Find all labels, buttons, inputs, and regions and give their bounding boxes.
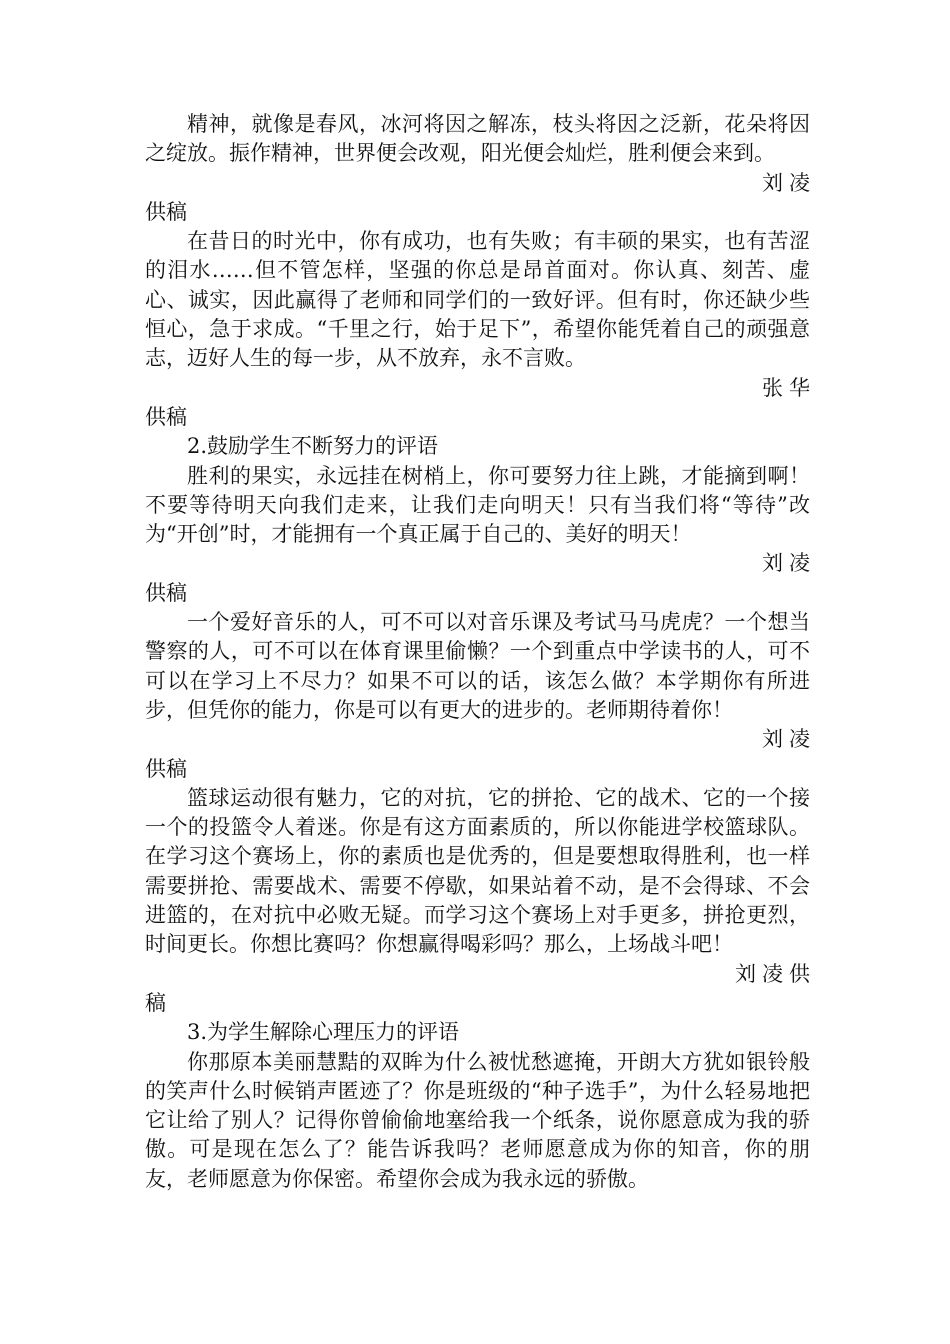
- comment-text: 一个爱好音乐的人，可不可以对音乐课及考试马马虎虎？一个想当警察的人，可不可以在体育课里偷懒？一个到重点中学读书的人，可不可以在学习上不尽力？如果不可以的话，该怎么做？本学期你有所进步，但凭你的能力，你是可以有更大的进步的。老师期待着你！: [145, 610, 810, 722]
- document-page: [145, 110, 816, 1194]
- comment-signature: 刘凌: [762, 551, 816, 576]
- comment-block-5: [145, 784, 816, 1018]
- section-3-heading: 3.为学生解除心理压力的评语: [187, 1020, 460, 1045]
- comment-credit: 供稿: [145, 756, 187, 781]
- comment-text: 篮球运动很有魅力，它的对抗，它的拼抢、它的战术、它的一个接一个的投篮令人着迷。你是有这方面素质的，所以你能进学校篮球队。在学习这个赛场上，你的素质也是优秀的，但是要想取得胜利，也一样需要拼抢、需要战术、需要不停歇，如果站着不动，是不会得球、不会进篮的，在对抗中必败无疑。而学习这个赛场上对手更多，拼抢更烈，时间更长。你想比赛吗？你想赢得喝彩吗？那么，上场战斗吧！: [145, 785, 810, 957]
- comment-text: 胜利的果实，永远挂在树梢上，你可要努力往上跳，才能摘到啊！不要等待明天向我们走来，让我们走向明天！只有当我们将“等待”改为“开创”时，才能拥有一个真正属于自己的、美好的明天！: [145, 463, 810, 547]
- comment-block-4: [145, 608, 816, 784]
- comment-text: 你那原本美丽慧黠的双眸为什么被忧愁遮掩，开朗大方犹如银铃般的笑声什么时候销声匿迹了？你是班级的“种子选手”，为什么轻易地把它让给了别人？记得你曾偷偷地塞给我一个纸条，说你愿意成为我的骄傲。可是现在怎么了？能告诉我吗？老师愿意成为你的知音，你的朋友，老师愿意为你保密。希望你会成为我永远的骄傲。: [145, 1049, 810, 1191]
- comment-block-3: [145, 462, 816, 608]
- comment-signature: 张华: [762, 375, 816, 400]
- comment-signature: 刘凌: [762, 727, 816, 752]
- section-2-heading: 2.鼓励学生不断努力的评语: [187, 434, 439, 459]
- comment-text: 在昔日的时光中，你有成功，也有失败；有丰硕的果实，也有苦涩的泪水……但不管怎样，坚强的你总是昂首面对。你认真、刻苦、虚心、诚实，因此赢得了老师和同学们的一致好评。但有时，你还缺少些恒心，急于求成。“千里之行，始于足下”，希望你能凭着自己的顽强意志，迈好人生的每一步，从不放弃，永不言败。: [145, 229, 810, 371]
- comment-block-1: [145, 110, 816, 227]
- comment-block-2: [145, 227, 816, 432]
- comment-credit: 供稿: [145, 580, 187, 605]
- comment-signature: 刘凌: [762, 170, 816, 195]
- comment-credit: 供稿: [145, 199, 187, 224]
- comment-text: 精神，就像是春风，冰河将因之解冻，枝头将因之泛新，花朵将因之绽放。振作精神，世界便会改观，阳光便会灿烂，胜利便会来到。: [145, 112, 810, 166]
- comment-credit: 稿: [145, 990, 166, 1015]
- comment-block-6: [145, 1048, 810, 1194]
- comment-credit: 供稿: [145, 404, 187, 429]
- comment-signature: 刘凌供: [735, 961, 816, 986]
